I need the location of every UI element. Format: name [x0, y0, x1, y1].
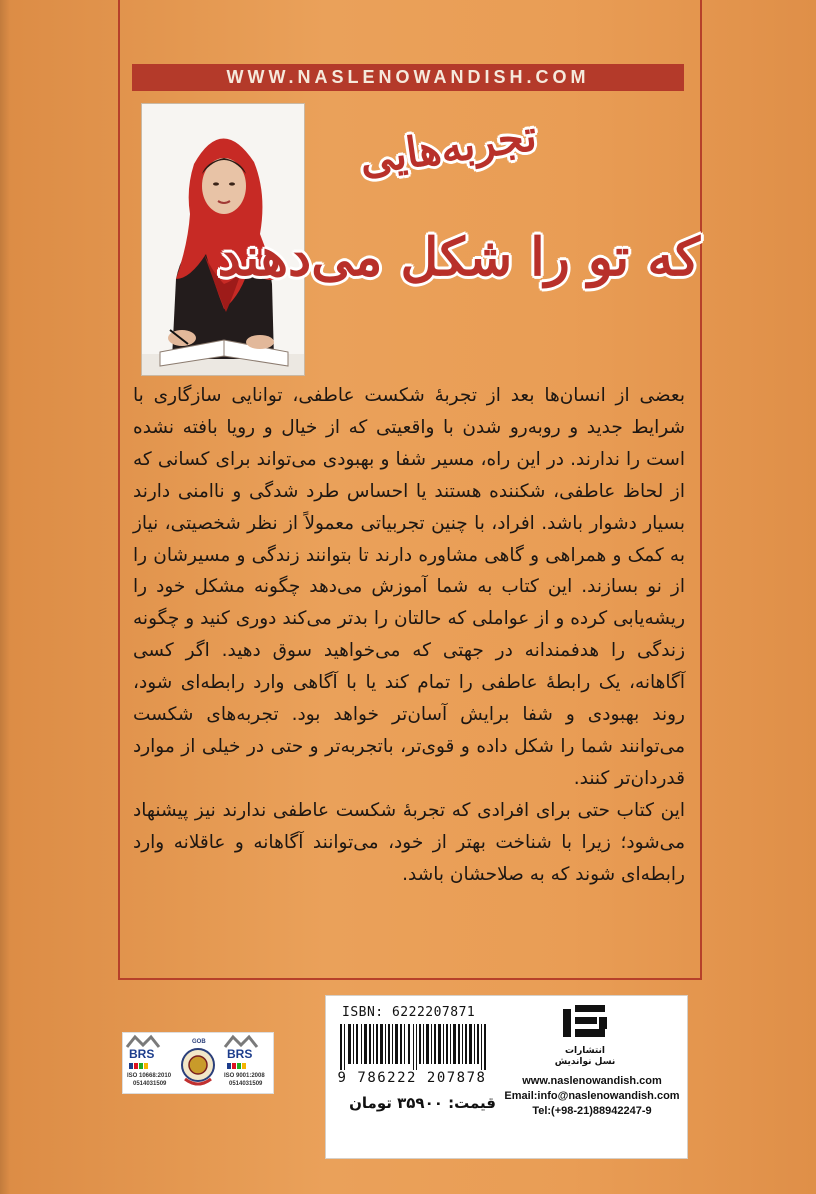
description-paragraph-1: بعضی از انسان‌ها بعد از تجربهٔ شکست عاطفی، توانایی سازگاری با شرایط جدید و روبه‌رو شدن با واقعیتی که از خیال و رویا بافته نشده است را ندارند. در این راه، مسیر شفا و بهبودی می‌تواند برای کسانی که از لحاظ عاطفی، شکننده هستند یا احساس طرد شدگی و ناامنی دارند بسیار دشوار باشد. افراد، با چنین تجربیاتی معمولاً از نظر شخصیتی، نیاز به کمک و همراهی و گاهی مشاوره دارند تا بتوانند زندگی و مسیرشان را از نو بسازند. این کتاب به شما آموزش می‌دهد چگونه مشکل خود را ریشه‌یابی کرده و از عواملی که حالتان را بدتر می‌کند دوری کنید و چگونه زندگی را هدفمندانه در جهتی که می‌خواهید سوق دهید. اگر کسی آگاهانه، یک رابطهٔ عاطفی را تمام کند یا با آگاهی وارد رابطه‌ای شود، روند بهبودی و شفا برایش آسان‌تر خواهد بود. تجربه‌های شکست می‌توانند شما را شکل داده و قوی‌تر، باتجربه‌تر و حتی در خیلی از موارد قدردان‌تر کنند. — [133, 385, 685, 789]
publisher-email: Email:info@naslenowandish.com — [504, 1090, 680, 1102]
iso-9001-label: ISO 9001:2008 — [224, 1073, 265, 1079]
website-banner: WWW.NASLENOWANDISH.COM — [132, 64, 684, 91]
isbn-label: ISBN: 6222207871 — [342, 1005, 476, 1020]
spine-shadow — [0, 0, 10, 1194]
description-paragraph-2: این کتاب حتی برای افرادی که تجربهٔ شکست عاطفی ندارند نیز پیشنهاد می‌شود؛ زیرا با شناخت بهتر از خود، می‌توانند آگاهانه و عاقلانه وارد رابطه‌ای شوند که به صلاحشان باشد. — [133, 799, 685, 885]
certification-seal-label: GOB — [192, 1039, 206, 1045]
publisher-name — [540, 1046, 630, 1068]
certification-badges — [122, 1032, 274, 1094]
publisher-logo-icon — [555, 1003, 615, 1043]
publisher-phone: Tel:(+98-21)88942247-9 — [532, 1105, 652, 1117]
brs-logo-2: BRS — [227, 1047, 253, 1061]
iso-10668-code: 0514031509 — [133, 1081, 167, 1087]
iso-9001-code: 0514031509 — [229, 1081, 263, 1087]
book-description — [133, 380, 685, 950]
frame-bottom-line — [118, 978, 702, 980]
barcode — [340, 1024, 490, 1070]
publisher-name-line-1: انتشارات — [565, 1046, 605, 1056]
iso-10668-label: ISO 10668:2010 — [127, 1073, 172, 1079]
frame-left-line — [118, 0, 120, 980]
publisher-name-line-2: نسل نواندیش — [554, 1057, 616, 1067]
brs-logo-1: BRS — [129, 1047, 155, 1061]
book-title-line-1: تجربه‌هایی — [356, 110, 540, 185]
frame-right-line — [700, 0, 702, 980]
price-label: قیمت: ۳۵۹۰۰ تومان — [349, 1094, 496, 1112]
barcode-number: 9 786222 207878 — [337, 1070, 487, 1086]
book-title-line-2: که تو را شکل می‌دهند — [217, 227, 700, 288]
publisher-website: www.naslenowandish.com — [522, 1075, 662, 1087]
